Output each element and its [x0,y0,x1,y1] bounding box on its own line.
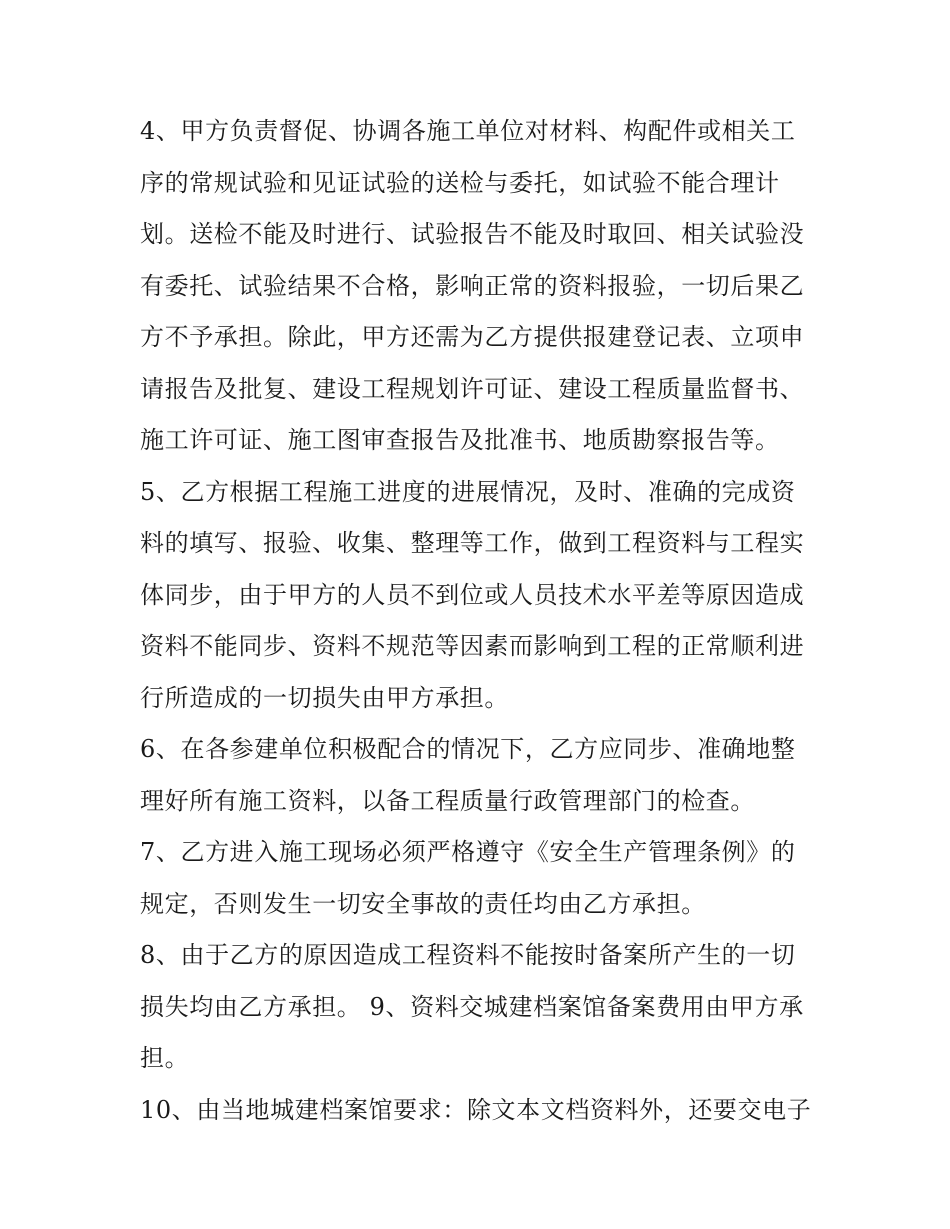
clause-4 [140,106,820,467]
text-line: 10、由当地城建档案馆要求：除文本文档资料外，还要交电子 [140,1095,812,1124]
text-line: 损失均由乙方承担。 9、资料交城建档案馆备案费用由甲方承 [140,992,804,1021]
text-line: 行所造成的一切损失由甲方承担。 [140,683,509,712]
text-line: 体同步，由于甲方的人员不到位或人员技术水平差等原因造成 [140,580,805,609]
text-line: 方不予承担。除此，甲方还需为乙方提供报建登记表、立项申 [140,323,805,351]
text-line: 有委托、试验结果不合格，影响正常的资料报验，一切后果乙 [140,271,805,300]
text-line: 资料不能同步、资料不规范等因素而影响到工程的正常顺利进 [140,632,805,660]
clause-8-9 [140,930,820,1085]
clause-5 [140,467,820,725]
text-line: 担。 [140,1044,190,1072]
text-line: 7、乙方进入施工现场必须严格遵守《安全生产管理条例》的 [140,838,796,866]
text-line: 规定，否则发生一切安全事故的责任均由乙方承担。 [140,889,706,918]
text-line: 序的常规试验和见证试验的送检与委托，如试验不能合理计 [140,168,780,197]
text-line: 5、乙方根据工程施工进度的进展情况，及时、准确的完成资 [140,477,796,506]
text-line: 划。送检不能及时进行、试验报告不能及时取回、相关试验没 [140,220,805,248]
text-line: 8、由于乙方的原因造成工程资料不能按时备案所产生的一切 [140,941,796,969]
clause-7 [140,827,820,930]
document-body [140,106,820,1136]
text-line: 料的填写、报验、收集、整理等工作，做到工程资料与工程实 [140,529,805,557]
text-line: 施工许可证、施工图审查报告及批准书、地质勘察报告等。 [140,426,780,454]
text-line: 请报告及批复、建设工程规划许可证、建设工程质量监督书、 [140,374,805,403]
text-line: 6、在各参建单位积极配合的情况下，乙方应同步、准确地整 [140,735,796,763]
clause-10 [140,1085,820,1137]
text-line: 4、甲方负责督促、协调各施工单位对材料、构配件或相关工 [140,117,796,145]
clause-6 [140,724,820,827]
text-line: 理好所有施工资料，以备工程质量行政管理部门的检查。 [140,786,755,815]
